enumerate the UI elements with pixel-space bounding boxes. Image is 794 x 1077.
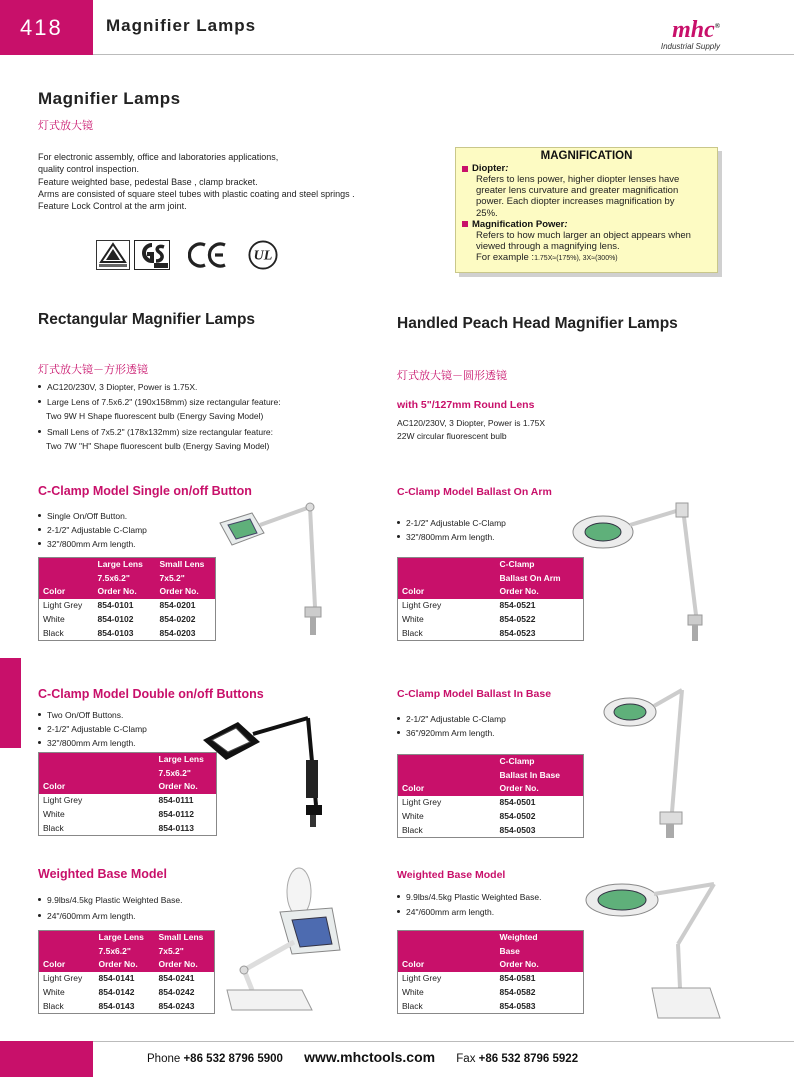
power-example bbox=[462, 252, 711, 264]
table-row: White 854-0142 854-0242 bbox=[43, 986, 195, 997]
list-item: 36"/920mm Arm length. bbox=[397, 726, 506, 740]
list-item: Single On/Off Button. bbox=[38, 509, 147, 523]
logo-mark bbox=[640, 14, 720, 42]
page-title: Magnifier Lamps bbox=[38, 89, 181, 108]
power-text: Refers to how much larger an object appears when bbox=[476, 229, 691, 241]
logo-subtitle: Industrial Supply bbox=[660, 42, 720, 51]
ballast-arm-lamp-image bbox=[568, 495, 708, 645]
clamp-double-features bbox=[38, 708, 147, 750]
peach-section-title: Handled Peach Head Magnifier Lamps bbox=[397, 315, 678, 332]
table-row: Black 854-0503 bbox=[402, 824, 536, 835]
ballast-base-features bbox=[397, 712, 506, 740]
page-number: 418 bbox=[20, 14, 63, 40]
weighted-base-lamp-image-right bbox=[582, 878, 732, 1028]
list-item: Two On/Off Buttons. bbox=[38, 708, 147, 722]
intro-line: quality control inspection. bbox=[38, 164, 140, 175]
list-item: Small Lens of 7x5.2" (178x132mm) size rectangular feature: bbox=[38, 425, 281, 439]
power-label: Magnification Power bbox=[472, 218, 565, 230]
magnification-note bbox=[455, 147, 718, 273]
intro-line: Feature Lock Control at the arm joint. bbox=[38, 201, 187, 212]
weighted-base-order-table-right: Weighted Base Color Order No. Light Grey 854-0581 White 854-0582 Black 854-0583 bbox=[397, 930, 584, 1014]
list-item: 24"/600mm arm length. bbox=[397, 905, 541, 920]
intro-line: For electronic assembly, office and laboratories applications, bbox=[38, 152, 279, 162]
table-row: White 854-0522 bbox=[402, 613, 536, 624]
diopter-label: Diopter bbox=[472, 163, 506, 174]
header-title: Magnifier Lamps bbox=[106, 16, 257, 35]
table-row: White 854-0112 bbox=[43, 808, 194, 819]
table-row: Black 854-0103 854-0203 bbox=[43, 627, 196, 638]
diopter-text: greater lens curvature and greater magnification bbox=[476, 185, 679, 197]
list-item: Large Lens of 7.5x6.2" (190x158mm) size rectangular feature: bbox=[38, 395, 281, 409]
weighted-base-title-left: Weighted Base Model bbox=[38, 867, 167, 881]
fax-label: Fax bbox=[456, 1053, 476, 1065]
ballast-arm-order-table: C-Clamp Ballast On Arm Color Order No. Light Grey 854-0521 White 854-0522 Black 854-0523 bbox=[397, 557, 584, 641]
phone-number: +86 532 8796 5900 bbox=[183, 1053, 283, 1065]
table-row: Black 854-0143 854-0243 bbox=[43, 1000, 195, 1011]
footer-contact bbox=[147, 1049, 578, 1065]
list-item: 2-1/2" Adjustable C-Clamp bbox=[38, 523, 147, 537]
clamp-single-lamp-image bbox=[212, 495, 327, 640]
table-row: Black 854-0523 bbox=[402, 627, 536, 638]
clamp-double-lamp-image bbox=[198, 700, 328, 830]
rect-features bbox=[38, 380, 281, 453]
footer-divider bbox=[93, 1041, 794, 1042]
footer-accent-box bbox=[0, 1041, 93, 1077]
diopter-text: Refers to lens power, higher diopter lenses have bbox=[476, 174, 680, 185]
example-prefix: For example : bbox=[476, 252, 535, 264]
table-row: White 854-0102 854-0202 bbox=[43, 613, 196, 624]
website-link[interactable]: www.mhctools.com bbox=[304, 1049, 436, 1065]
fax-number: +86 532 8796 5922 bbox=[478, 1053, 579, 1065]
ul-cert-icon bbox=[246, 240, 280, 270]
table-row: Black 854-0583 bbox=[402, 1000, 536, 1011]
list-item: 32"/800mm Arm length. bbox=[38, 537, 147, 551]
peach-lens-spec: with 5"/127mm Round Lens bbox=[397, 399, 535, 411]
list-item-continued: Two 9W H Shape fluorescent bulb (Energy Saving Model) bbox=[46, 411, 264, 421]
ballast-base-lamp-image bbox=[600, 682, 695, 842]
list-item: 2-1/2" Adjustable C-Clamp bbox=[397, 516, 506, 530]
clamp-single-features bbox=[38, 509, 147, 551]
example-value: 1.75X≈(175%), 3X≈(300%) bbox=[534, 255, 618, 263]
diopter-text: 25%. bbox=[476, 207, 498, 219]
table-row: Light Grey 854-0521 bbox=[402, 600, 536, 611]
clamp-single-order-table: Large Lens Small Lens 7.5x6.2" 7x5.2" Color Order No. Order No. Light Grey 854-0101 854-0201 White 854-0102 854-0202 Black 854-0103 854-0203 bbox=[38, 557, 216, 641]
table-row: Light Grey 854-0111 bbox=[43, 795, 194, 806]
logo-mark-text: mhc bbox=[672, 17, 715, 43]
diopter-heading: Diopter : bbox=[462, 163, 711, 174]
intro-text bbox=[38, 151, 388, 212]
rect-section-title: Rectangular Magnifier Lamps bbox=[38, 311, 256, 328]
weighted-base-features-right bbox=[397, 890, 541, 920]
side-tab-marker bbox=[0, 658, 21, 748]
clamp-double-title: C-Clamp Model Double on/off Buttons bbox=[38, 687, 264, 701]
power-text: viewed through a magnifying lens. bbox=[476, 241, 620, 253]
clamp-single-title: C-Clamp Model Single on/off Button bbox=[38, 484, 252, 498]
list-item: 32"/800mm Arm length. bbox=[38, 736, 147, 750]
ce-cert-icon bbox=[188, 240, 228, 270]
list-item: AC120/230V, 3 Diopter, Power is 1.75X. bbox=[38, 380, 281, 394]
page-subtitle-cn: 灯式放大镜 bbox=[38, 120, 93, 132]
table-row: Light Grey 854-0141 854-0241 bbox=[43, 973, 195, 984]
list-item: 32"/800mm Arm length. bbox=[397, 530, 506, 544]
table-row: Light Grey 854-0581 bbox=[402, 973, 536, 984]
magnification-title: MAGNIFICATION bbox=[540, 150, 633, 162]
certification-logos bbox=[96, 240, 296, 272]
weighted-base-features-left bbox=[38, 892, 182, 924]
weighted-base-lamp-image-left bbox=[222, 862, 354, 1022]
peach-section-subtitle-cn: 灯式放大镜－圆形透镜 bbox=[397, 370, 507, 382]
ballast-arm-features bbox=[397, 516, 506, 544]
peach-spec-line: AC120/230V, 3 Diopter, Power is 1.75X bbox=[397, 418, 546, 428]
gs-cert-icon bbox=[134, 240, 170, 270]
svg-text:UL: UL bbox=[253, 247, 273, 264]
list-item: 2-1/2" Adjustable C-Clamp bbox=[38, 722, 147, 736]
list-item: 24"/600mm Arm length. bbox=[38, 908, 182, 924]
phone-label: Phone bbox=[147, 1053, 181, 1065]
table-row: White 854-0502 bbox=[402, 810, 536, 821]
page-number-box bbox=[0, 0, 93, 55]
weighted-base-title-right: Weighted Base Model bbox=[397, 869, 506, 881]
ballast-base-title: C-Clamp Model Ballast In Base bbox=[397, 688, 552, 700]
list-item: 2-1/2" Adjustable C-Clamp bbox=[397, 712, 506, 726]
bullet-square-icon bbox=[462, 166, 468, 172]
table-row: Light Grey 854-0101 854-0201 bbox=[43, 600, 196, 611]
list-item-continued: Two 7W "H" Shape fluorescent bulb (Energy Saving Model) bbox=[46, 441, 270, 451]
header-divider bbox=[93, 54, 794, 55]
intro-line: Feature weighted base, pedestal Base , clamp bracket. bbox=[38, 176, 258, 187]
tuv-cert-icon bbox=[96, 240, 130, 270]
intro-line: Arms are consisted of square steel tubes with plastic coating and steel springs . bbox=[38, 188, 355, 199]
rect-section-subtitle-cn: 灯式放大镜－方形透镜 bbox=[38, 364, 148, 376]
logo-registered: ® bbox=[714, 22, 720, 30]
clamp-double-order-table: Large Lens 7.5x6.2" Color Order No. Light Grey 854-0111 White 854-0112 Black 854-0113 bbox=[38, 752, 217, 836]
power-heading: Magnification Power : bbox=[462, 219, 711, 230]
table-row: Black 854-0113 bbox=[43, 822, 194, 833]
list-item: 9.9lbs/4.5kg Plastic Weighted Base. bbox=[397, 890, 541, 905]
list-item: 9.9lbs/4.5kg Plastic Weighted Base. bbox=[38, 892, 182, 908]
ballast-base-order-table: C-Clamp Ballast In Base Color Order No. Light Grey 854-0501 White 854-0502 Black 854-0503 bbox=[397, 754, 584, 838]
table-row: White 854-0582 bbox=[402, 986, 536, 997]
peach-spec-line: 22W circular fluorescent bulb bbox=[397, 431, 507, 441]
diopter-text: power. Each diopter increases magnification by bbox=[476, 196, 675, 208]
table-row: Light Grey 854-0501 bbox=[402, 797, 536, 808]
ballast-arm-title: C-Clamp Model Ballast On Arm bbox=[397, 486, 552, 498]
bullet-square-icon bbox=[462, 221, 468, 227]
company-logo bbox=[640, 14, 720, 51]
weighted-base-order-table-left: Large Lens Small Lens 7.5x6.2" 7x5.2" Color Order No. Order No. Light Grey 854-0141 854-0241 White 854-0142 854-0242 Black 854-0143 854-0243 bbox=[38, 930, 215, 1014]
